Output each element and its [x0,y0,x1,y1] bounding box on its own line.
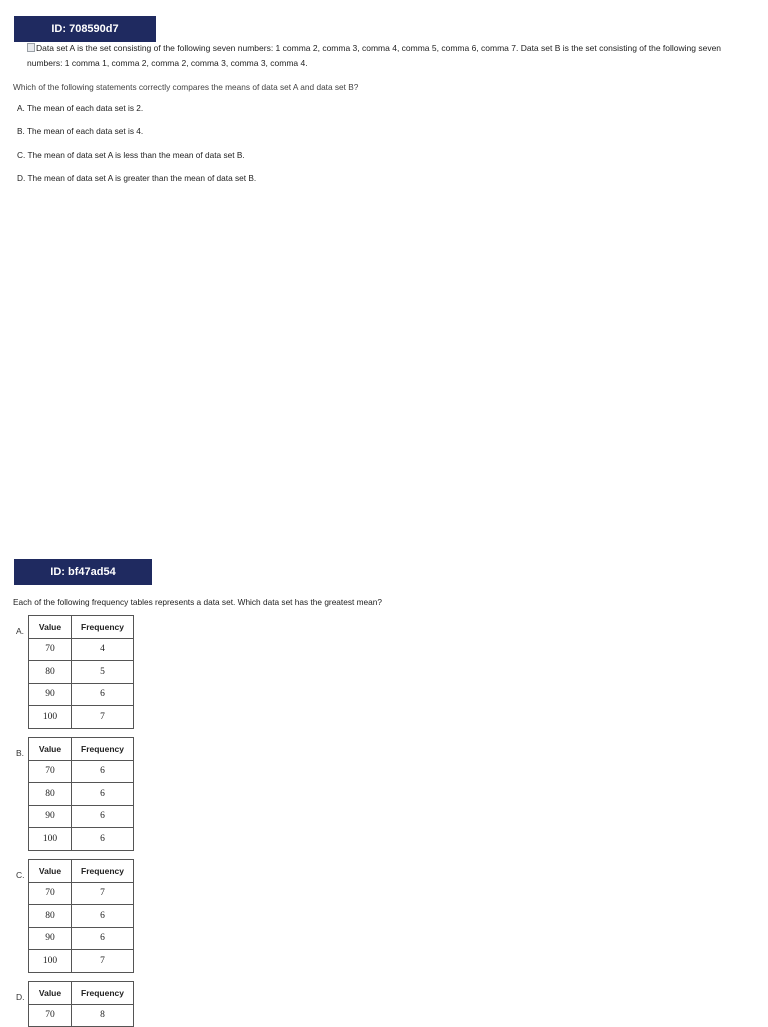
broken-image-alt-text [27,41,755,70]
frequency-cell: 6 [72,905,134,928]
choice-letter: B. [16,748,25,758]
table-header-row [29,616,134,639]
table-row [29,828,134,851]
frequency-cell: 6 [72,760,134,783]
value-cell: 100 [29,828,72,851]
answer-choice-b: B. The mean of each data set is 4. [17,126,144,136]
choice-letter: C. [16,870,25,880]
table-row [29,927,134,950]
frequency-table-d [28,981,134,1027]
answer-choice-c: C. The mean of data set A is less than the mean of data set B. [17,149,245,160]
frequency-cell: 4 [72,638,134,661]
value-header: Value [29,616,72,639]
broken-image-icon [27,43,35,52]
image-alt-text: Data set A is the set consisting of the following seven numbers: 1 comma 2, comma 3, comma 4, comma 5, comma 6, comma 7. Data set B is the set consisting of the following seven numbers: 1 comma 1, comma 2, comma 2, comma 3, comma 3, comma 4. [27,43,722,68]
value-header: Value [29,982,72,1005]
frequency-cell: 6 [72,783,134,806]
value-cell: 90 [29,683,72,706]
table-header-row [29,860,134,883]
table-row [29,638,134,661]
table-row [29,783,134,806]
value-cell: 70 [29,882,72,905]
frequency-cell: 7 [72,950,134,973]
choice-letter: D. [16,992,25,1002]
frequency-header: Frequency [72,860,134,883]
table-row [29,760,134,783]
table-row [29,950,134,973]
table-row [29,683,134,706]
table-row [29,905,134,928]
value-cell: 100 [29,950,72,973]
frequency-table-a [28,615,134,729]
value-cell: 80 [29,783,72,806]
frequency-cell: 6 [72,805,134,828]
frequency-table-c [28,859,134,973]
frequency-cell: 6 [72,683,134,706]
table-row [29,1004,134,1027]
question-id-badge: ID: 708590d7 [14,16,156,42]
question-prompt: Which of the following statements correctly compares the means of data set A and data set B? [13,82,359,92]
question-id-badge: ID: bf47ad54 [14,559,152,585]
value-cell: 80 [29,905,72,928]
table-row [29,706,134,729]
choice-letter: A. [16,626,25,636]
value-cell: 100 [29,706,72,729]
value-cell: 90 [29,927,72,950]
value-cell: 80 [29,661,72,684]
value-header: Value [29,860,72,883]
value-cell: 70 [29,638,72,661]
frequency-header: Frequency [72,738,134,761]
table-header-row [29,982,134,1005]
table-header-row [29,738,134,761]
answer-choice-d: D. The mean of data set A is greater than the mean of data set B. [17,173,257,183]
table-row [29,882,134,905]
value-header: Value [29,738,72,761]
answer-choice-a: A. The mean of each data set is 2. [17,103,144,113]
frequency-cell: 6 [72,828,134,851]
frequency-cell: 7 [72,882,134,905]
frequency-cell: 7 [72,706,134,729]
table-row [29,805,134,828]
frequency-cell: 6 [72,927,134,950]
frequency-header: Frequency [72,982,134,1005]
frequency-cell: 5 [72,661,134,684]
table-row [29,661,134,684]
value-cell: 90 [29,805,72,828]
frequency-header: Frequency [72,616,134,639]
frequency-cell: 8 [72,1004,134,1027]
frequency-table-b [28,737,134,851]
value-cell: 70 [29,760,72,783]
value-cell: 70 [29,1004,72,1027]
question-prompt: Each of the following frequency tables represents a data set. Which data set has the greatest mean? [13,597,382,607]
